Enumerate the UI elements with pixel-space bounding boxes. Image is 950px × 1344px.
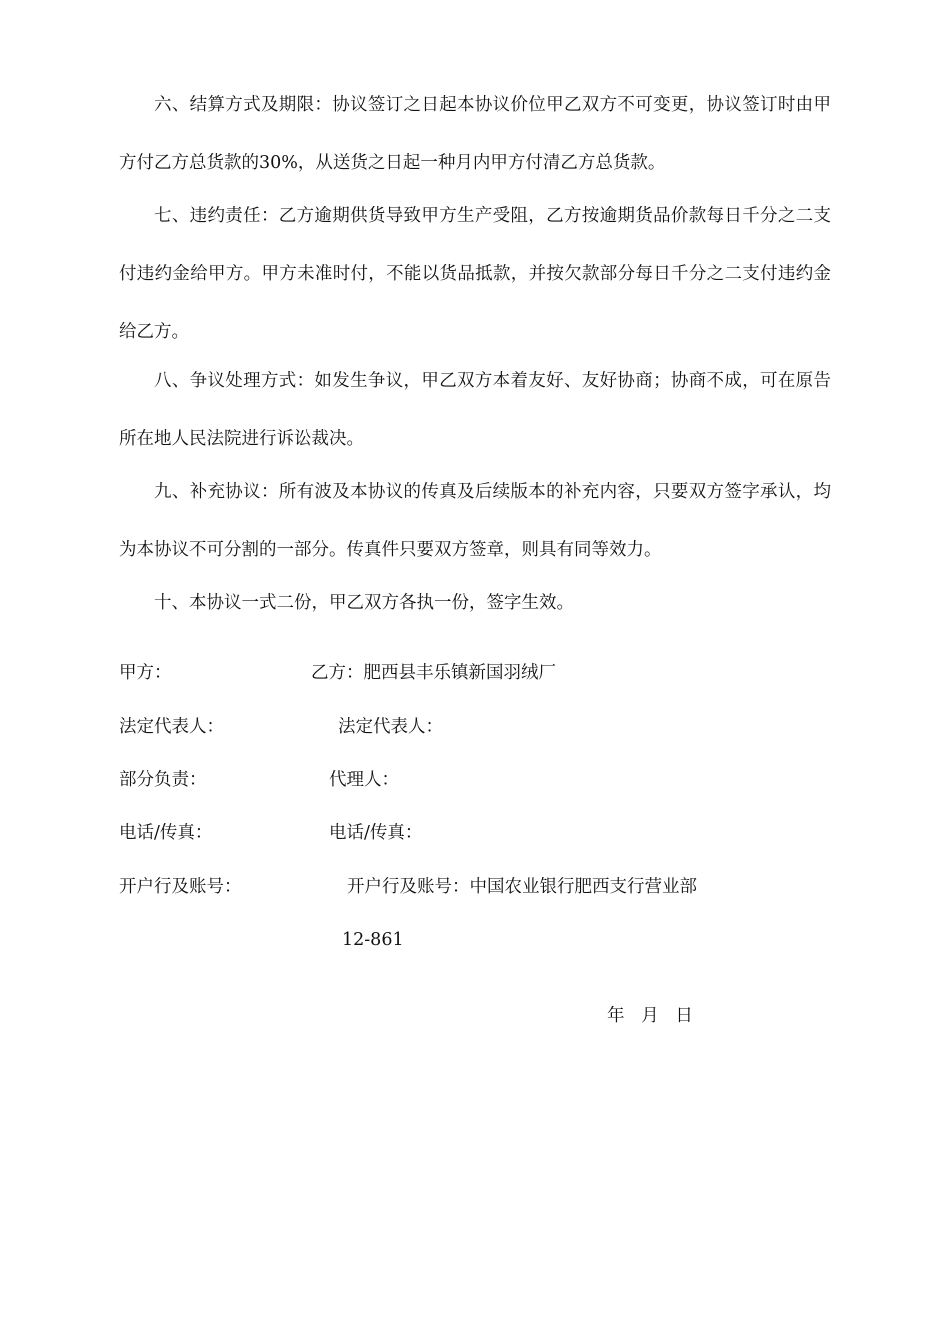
- clause-supplementary: 九、补充协议：所有波及本协议的传真及后续版本的补充内容，只要双方签字承认，均为本协议不可分割的一部分。传真件只要双方签章，则具有同等效力。: [119, 482, 831, 560]
- signing-date: 年 月 日: [607, 1006, 693, 1026]
- party-b-bank-label: 开户行及账号：中国农业银行肥西支行营业部: [347, 877, 697, 897]
- party-b-rep-label: 法定代表人：: [338, 717, 443, 737]
- party-b-account: 12-861: [342, 930, 404, 950]
- clause-dispute-resolution: 八、争议处理方式：如发生争议，甲乙双方本着友好、友好协商；协商不成，可在原告所在地人民法院进行诉讼裁决。: [119, 371, 831, 449]
- party-a-name-label: 甲方：: [119, 663, 172, 683]
- party-b-agent-label: 代理人：: [329, 770, 399, 790]
- party-a-bank-label: 开户行及账号：: [119, 877, 242, 897]
- party-b-phone-label: 电话/传真：: [329, 823, 423, 843]
- clause-copies: 十、本协议一式二份，甲乙双方各执一份，签字生效。: [154, 593, 574, 613]
- party-b-name-label: 乙方：肥西县丰乐镇新国羽绒厂: [311, 663, 556, 683]
- party-a-rep-label: 法定代表人：: [119, 717, 224, 737]
- clause-settlement: 六、结算方式及期限：协议签订之日起本协议价位甲乙双方不可变更，协议签订时由甲方付乙方总货款的30%，从送货之日起一种月内甲方付清乙方总货款。: [119, 95, 831, 173]
- clause-breach-liability: 七、违约责任：乙方逾期供货导致甲方生产受阻，乙方按逾期货品价款每日千分之二支付违约金给甲方。甲方未准时付，不能以货品抵款，并按欠款部分每日千分之二支付违约金给乙方。: [119, 206, 831, 342]
- party-a-dept-label: 部分负责：: [119, 770, 207, 790]
- party-a-phone-label: 电话/传真：: [119, 823, 213, 843]
